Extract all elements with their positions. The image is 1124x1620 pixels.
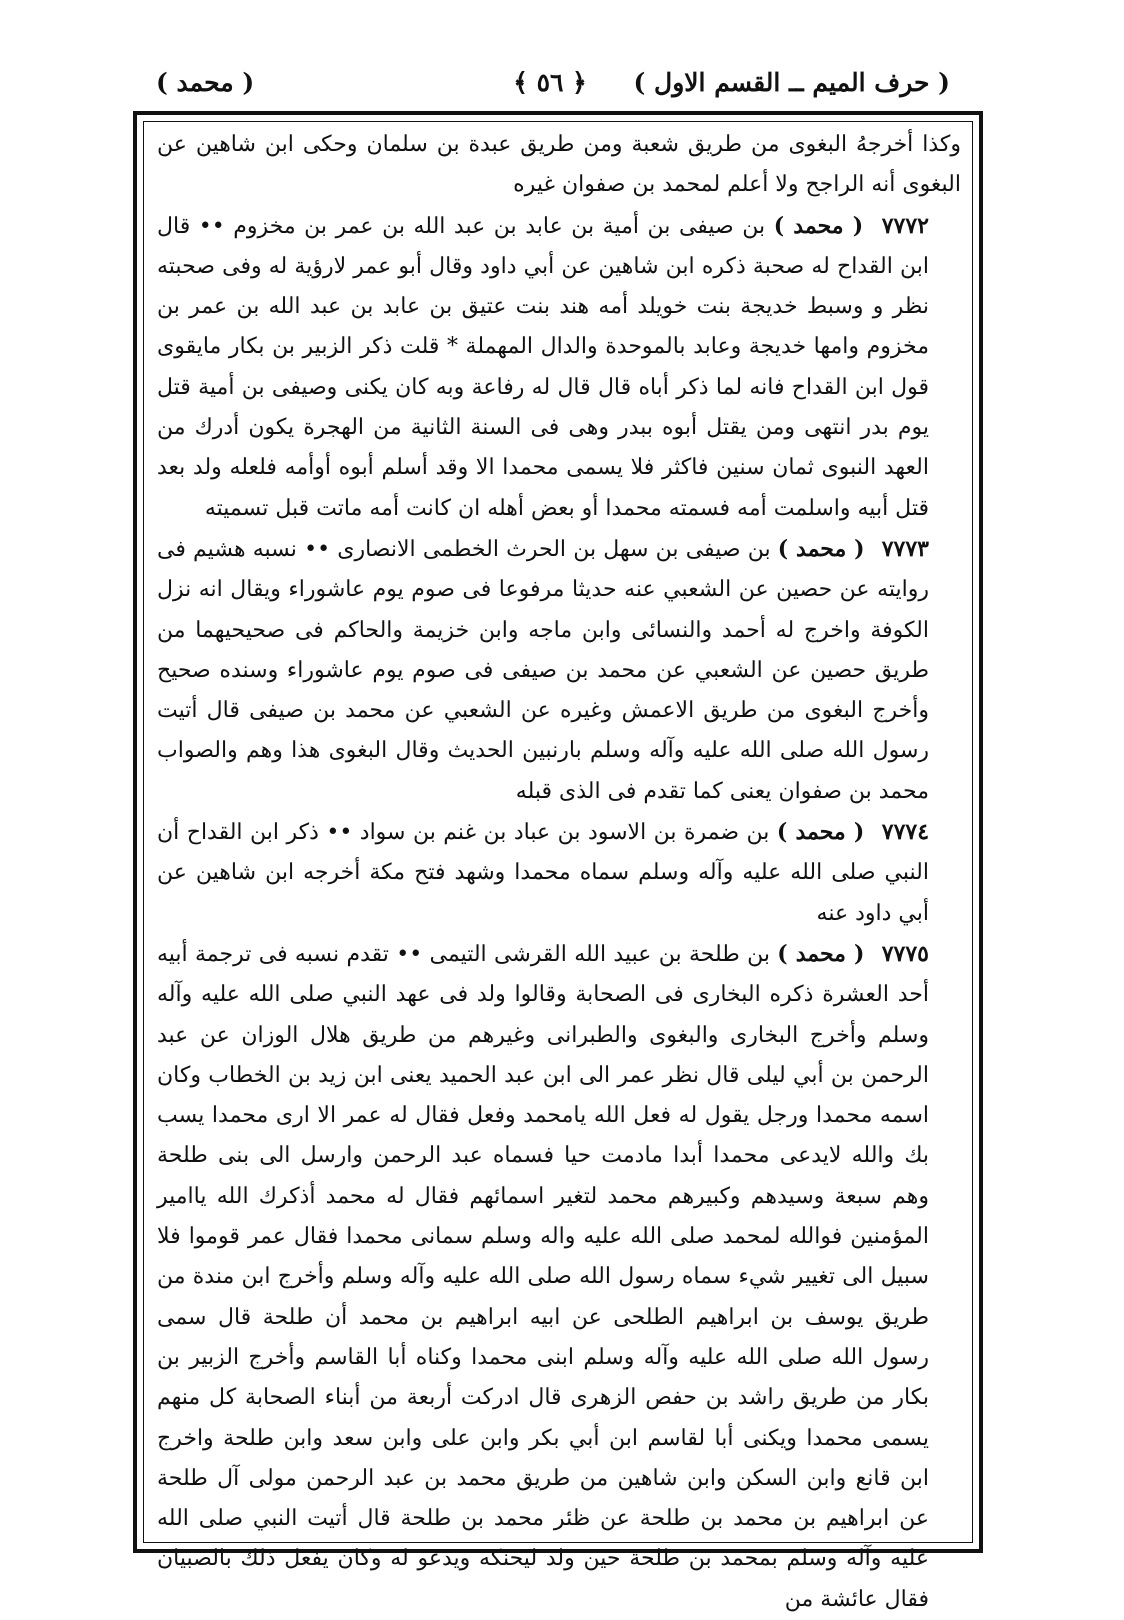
entry-heading: ( محمد ) xyxy=(777,940,865,967)
entry-7775 xyxy=(157,934,961,1620)
entry-text: بن ضمرة بن الاسود بن عباد بن غنم بن سواد •• ذكر ابن القداح أن النبي صلى الله عليه وآله وسلم سماه محمدا وشهد فتح مكة أخرجه ابن شاهين عن أبي داود عنه xyxy=(157,820,929,926)
page-header xyxy=(150,62,950,108)
running-head-entry: ( محمد ) xyxy=(156,68,255,97)
entry-text: بن طلحة بن عبيد الله القرشى التيمى •• تقدم نسبه فى ترجمة أبيه أحد العشرة ذكره البخارى فى الصحابة وقالوا ولد فى عهد النبي صلى الله عليه وآله وسلم وأخرج البخارى والبغوى والطبرانى وغيرهم من طريق هلال الوزان عن عبد الرحمن بن أبي ليلى قال نظر عمر الى ابن عبد الحميد يعنى ابن زيد بن الخطاب وكان اسمه محمدا ورجل يقول له فعل الله يامحمد وفعل فقال له عمر الا ارى محمدا يسب بك والله لايدعى محمدا أبدا مادمت حيا فسماه عبد الرحمن وارسل الى بنى طلحة وهم سبعة وسيدهم وكبيرهم محمد لتغير اسمائهم فقال له محمد أذكرك الله ياامير المؤمنين فوالله لمحمد صلى الله عليه واله وسلم سمانى محمدا فقال عمر قوموا فلا سبيل الى تغيير شيء سماه رسول الله صلى الله عليه وآله وسلم وأخرج ابن مندة من طريق يوسف بن ابراهيم الطلحى عن ابيه ابراهيم بن محمد أن طلحة قال سمى رسول الله صلى الله عليه وآله وسلم ابنى محمدا وكناه أبا القاسم وأخرج الزبير بن بكار من طريق راشد بن حفص الزهرى قال ادركت أربعة من أبناء الصحابة كل منهم يسمى محمدا ويكنى أبا لقاسم ابن أبي بكر وابن على وابن سعد وابن طلحة واخرج ابن قانع وابن السكن وابن شاهين من طريق محمد بن عبد الرحمن مولى آل طلحة عن ابراهيم بن محمد بن طلحة عن ظئر محمد بن طلحة قال أتيت النبي صلى الله عليه وآله وسلم بمحمد بن طلحة حين ولد ليحنكه ويدعو له وكان يفعل ذلك بالصبيان فقال عائشة من xyxy=(157,941,929,1612)
paragraph-text: وكذا أخرجهُ البغوى من طريق شعبة ومن طريق عبدة بن سلمان وحكى ابن شاهين عن البغوى أنه الراجح ولا أعلم لمحمد بن صفوان غيره xyxy=(157,132,961,198)
entry-7773 xyxy=(157,529,961,812)
entry-7774 xyxy=(157,812,961,934)
entry-number: ٧٧٧٢ xyxy=(881,212,929,239)
body-text xyxy=(157,125,961,1620)
entry-number: ٧٧٧٤ xyxy=(881,819,930,846)
entry-7772 xyxy=(157,206,961,529)
entry-text: بن صيفى بن أمية بن عابد بن عبد الله بن عمر بن مخزوم •• قال ابن القداح له صحبة ذكره ابن شاهين عن أبي داود وقال أبو عمر لارؤية له وفى صحبته نظر و وسبط خديجة بنت خويلد أمه هند بنت عتيق بن عابد بن عبد الله بن عمر بن مخزوم وامها خديجة وعابد بالموحدة والدال المهملة * قلت ذكر الزبير بن بكار مايقوى قول ابن القداح فانه لما ذكر أباه قال قال له رفاعة وبه كان يكنى وصيفى بن أمية قتل يوم بدر انتهى ومن يقتل أبوه ببدر وهى فى السنة الثانية من الهجرة يكون أدرك من العهد النبوى ثمان سنين فاكثر فلا يسمى محمدا الا وقد أسلم أبوه أوأمه فلعله ولد بعد قتل أبيه واسلمت أمه فسمته محمدا أو بعض أهله ان كانت أمه ماتت قبل تسميته xyxy=(157,213,929,521)
running-head-section: ( حرف الميم ــ القسم الاول ) xyxy=(633,68,950,97)
entry-heading: ( محمد ) xyxy=(776,819,865,846)
entry-number: ٧٧٧٥ xyxy=(881,940,929,967)
entry-heading: ( محمد ) xyxy=(777,535,865,562)
entry-text: بن صيفى بن سهل بن الحرث الخطمى الانصارى •• نسبه هشيم فى روايته عن حصين عن الشعبي عنه حديثا مرفوعا فى صوم يوم عاشوراء ويقال انه نزل الكوفة واخرج له أحمد والنسائى وابن ماجه وابن خزيمة والحاكم فى صحيحيهما من طريق حصين عن الشعبي عن محمد بن صيفى فى صوم يوم عاشوراء وسنده صحيح وأخرج البغوى من طريق الاعمش وغيره عن الشعبي عن محمد بن صيفى قال أتيت رسول الله صلى الله عليه وآله وسلم بارنبين الحديث وقال البغوى هذا وهم والصواب محمد بن صفوان يعنى كما تقدم فى الذى قبله xyxy=(157,536,929,804)
entry-heading: ( محمد ) xyxy=(773,212,864,239)
paragraph-continuation xyxy=(157,125,961,206)
entry-number: ٧٧٧٣ xyxy=(881,535,929,562)
page-number: ﴿ ٥٦ ﴾ xyxy=(513,68,587,97)
